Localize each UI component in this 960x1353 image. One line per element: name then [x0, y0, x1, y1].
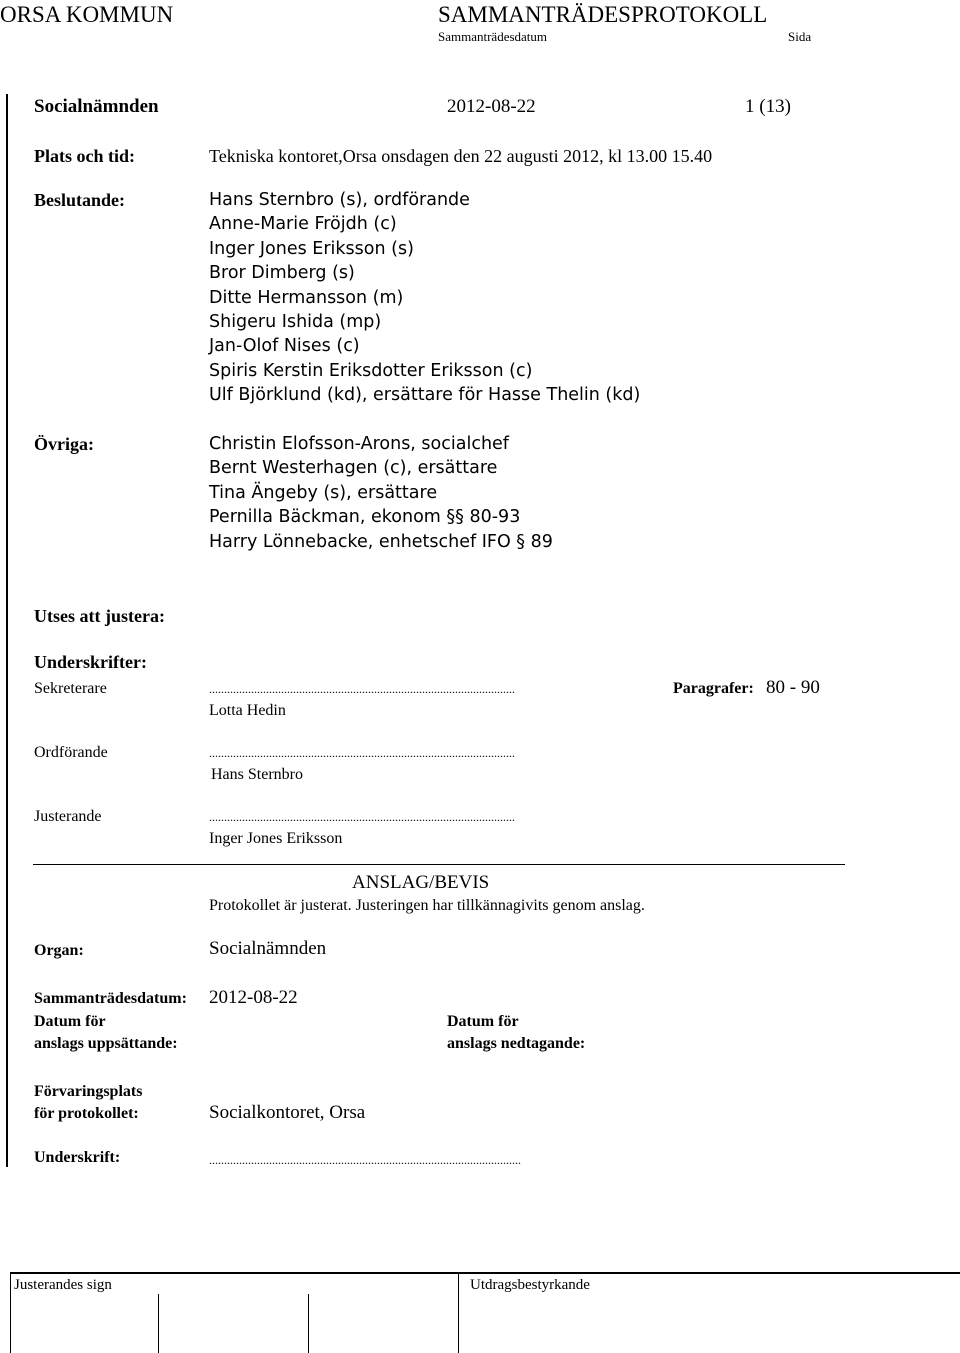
member-item: Jan-Olof Nises (c) [209, 336, 360, 357]
footer-top-rule [10, 1272, 960, 1274]
committee-name: Socialnämnden [34, 96, 159, 117]
chair-label: Ordförande [34, 744, 108, 761]
adjuster-label: Justerande [34, 808, 102, 825]
chair-name: Hans Sternbro [211, 766, 303, 783]
page-number: 1 (13) [745, 96, 791, 117]
left-margin-line [6, 94, 8, 1167]
chair-signature-line: ...................................................................................................... [209, 746, 515, 760]
secretary-name: Lotta Hedin [209, 702, 286, 719]
deciding-label: Beslutande: [34, 190, 126, 210]
adjuster-name: Inger Jones Eriksson [209, 830, 343, 847]
member-item: Inger Jones Eriksson (s) [209, 238, 414, 259]
others-label: Övriga: [34, 434, 94, 454]
storage-value: Socialkontoret, Orsa [209, 1102, 366, 1123]
deciding-members-list [209, 188, 640, 408]
adjust-label: Utses att justera: [34, 606, 165, 626]
organ-label: Organ: [34, 942, 84, 959]
member-item: Hans Sternbro (s), ordförande [209, 190, 470, 210]
paragraphs-value: 80 - 90 [766, 677, 820, 698]
place-label: Plats och tid: [34, 146, 135, 166]
organ-value: Socialnämnden [209, 938, 327, 959]
member-item: Bror Dimberg (s) [209, 263, 355, 284]
signature-label: Underskrift: [34, 1149, 121, 1166]
adjusters-sign-label: Justerandes sign [14, 1277, 112, 1293]
meeting-date-value: 2012-08-22 [209, 987, 298, 1008]
meeting-date-label: Sammanträdesdatum: [34, 990, 187, 1007]
footer-divider [158, 1294, 159, 1353]
other-item: Bernt Westerhagen (c), ersättare [209, 458, 498, 479]
member-item: Anne-Marie Fröjdh (c) [209, 214, 397, 235]
other-item: Harry Lönnebacke, enhetschef IFO § 89 [209, 531, 553, 552]
others-list [209, 432, 553, 554]
posted-date-label-2: anslags uppsättande: [34, 1035, 178, 1052]
posted-date-label-1: Datum för [34, 1013, 106, 1030]
member-item: Shigeru Ishida (mp) [209, 311, 382, 332]
removed-date-label-2: anslags nedtagande: [447, 1035, 586, 1052]
adjuster-signature-line: ...................................................................................................... [209, 810, 515, 824]
header-page-label: Sida [788, 29, 812, 44]
footer-divider [458, 1272, 459, 1353]
removed-date-label-1: Datum för [447, 1013, 519, 1030]
footer [0, 1272, 960, 1353]
secretary-signature-line: ...................................................................................................... [209, 682, 515, 696]
meeting-date: 2012-08-22 [447, 96, 536, 117]
paragraphs-label: Paragrafer: [673, 680, 754, 697]
notice-title: ANSLAG/BEVIS [352, 872, 490, 893]
storage-label-2: för protokollet: [34, 1105, 139, 1122]
other-item: Pernilla Bäckman, ekonom §§ 80-93 [209, 507, 521, 528]
notice-signature-line: ........................................................................................................ [209, 1153, 521, 1167]
member-item: Ditte Hermansson (m) [209, 287, 404, 308]
section-divider [33, 864, 845, 865]
place-value: Tekniska kontoret,Orsa onsdagen den 22 augusti 2012, kl 13.00 15.40 [209, 146, 713, 166]
secretary-label: Sekreterare [34, 680, 107, 697]
member-item: Ulf Björklund (kd), ersättare för Hasse Thelin (kd) [209, 385, 641, 406]
extract-certification-label: Utdragsbestyrkande [470, 1277, 590, 1293]
signatures-label: Underskrifter: [34, 652, 147, 672]
other-item: Tina Ängeby (s), ersättare [209, 482, 438, 503]
member-item: Spiris Kerstin Eriksdotter Eriksson (c) [209, 360, 533, 381]
org-name: ORSA KOMMUN [0, 2, 174, 27]
document-title: SAMMANTRÄDESPROTOKOLL [438, 2, 768, 27]
footer-left-edge [10, 1272, 11, 1353]
footer-divider [308, 1294, 309, 1353]
notice-text: Protokollet är justerat. Justeringen har tillkännagivits genom anslag. [209, 897, 645, 914]
header-date-label: Sammanträdesdatum [438, 29, 548, 44]
storage-label-1: Förvaringsplats [34, 1083, 143, 1100]
other-item: Christin Elofsson-Arons, socialchef [209, 434, 509, 454]
